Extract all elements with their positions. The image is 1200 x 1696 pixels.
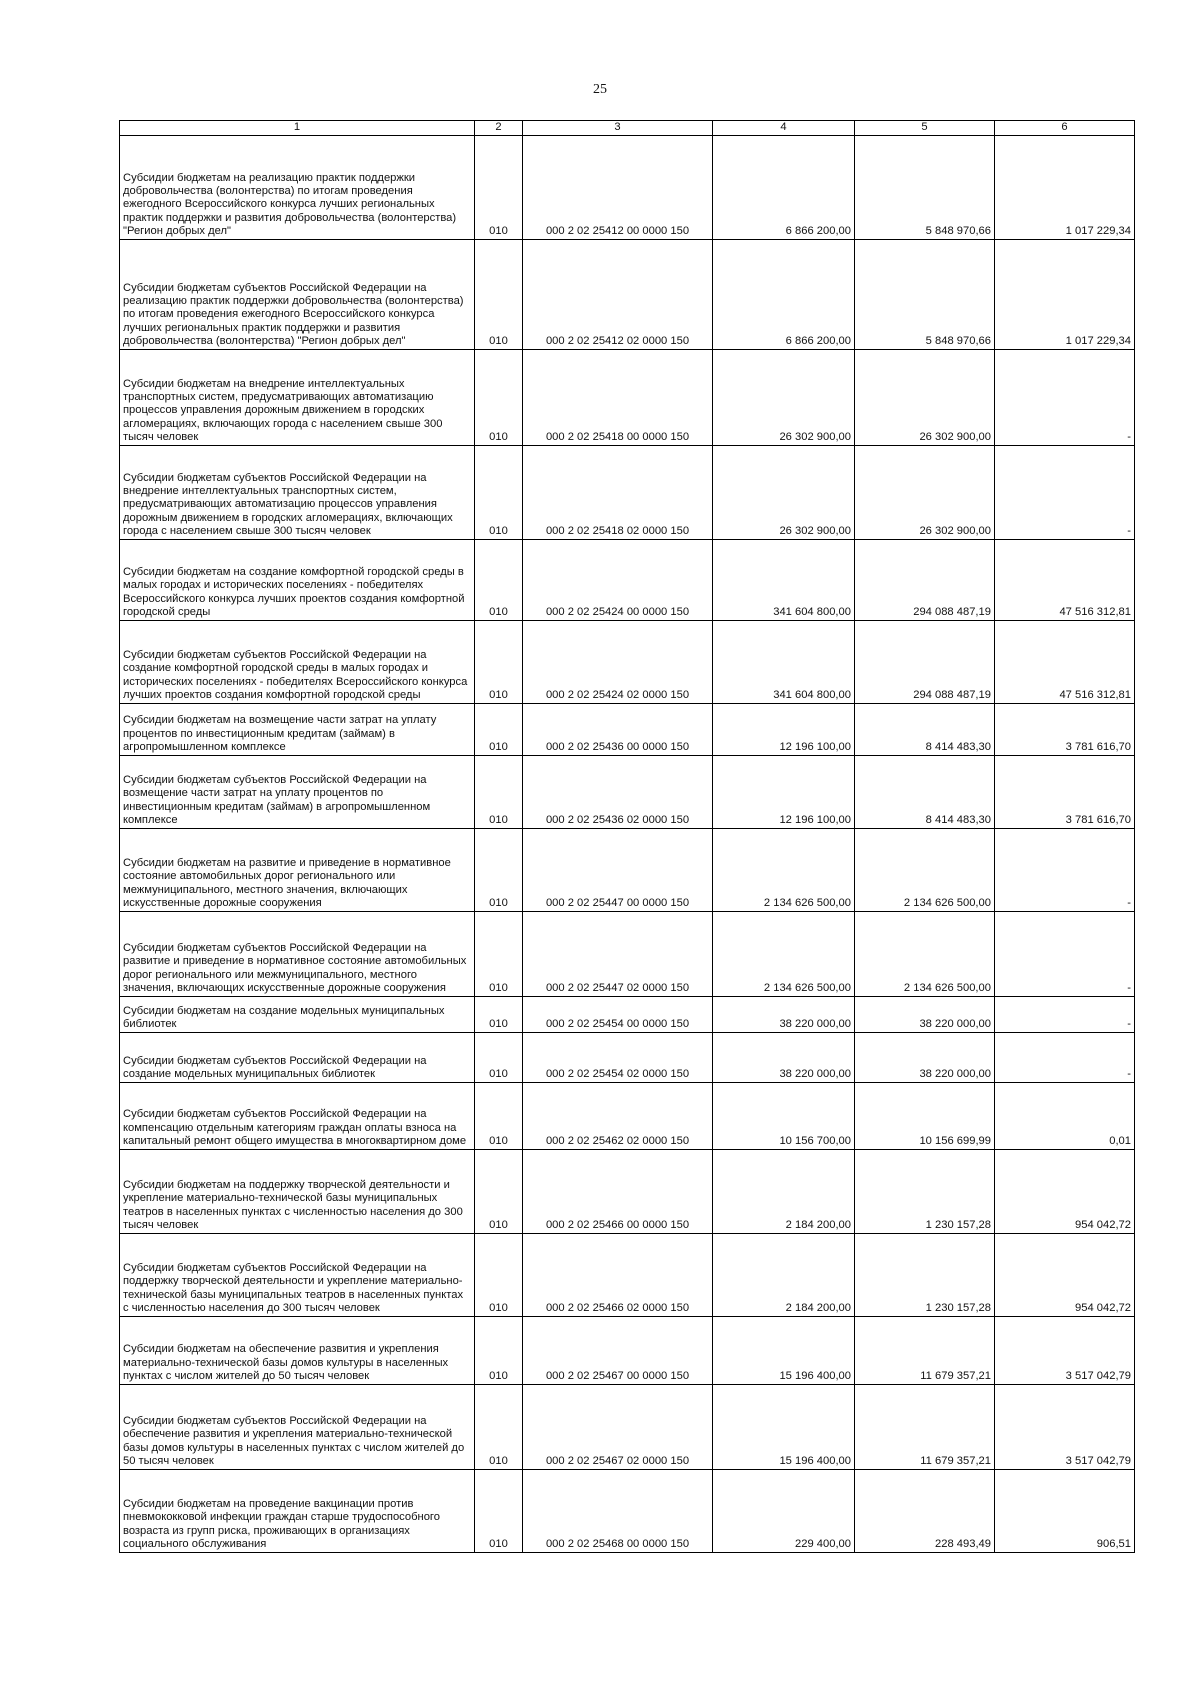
- indicator-name: Субсидии бюджетам субъектов Российской Федерации на реализацию практик поддержки добровольчества (волонтерства) по итогам проведения ежегодного Всероссийского конкурса лучших региональных практик поддержки и развития добровольчества (волонтерства) "Регион добрых дел": [120, 240, 475, 350]
- budget-classification-code: 000 2 02 25454 02 0000 150: [523, 1033, 713, 1083]
- budget-classification-code: 000 2 02 25466 02 0000 150: [523, 1234, 713, 1317]
- table-row: [120, 756, 1135, 829]
- approved-amount: 2 134 626 500,00: [713, 912, 855, 997]
- executed-amount: 1 230 157,28: [855, 1150, 995, 1234]
- budget-classification-code: 000 2 02 25436 02 0000 150: [523, 756, 713, 829]
- table-row: [120, 1317, 1135, 1385]
- line-code: 010: [475, 621, 523, 704]
- budget-classification-code: 000 2 02 25418 00 0000 150: [523, 350, 713, 446]
- line-code: 010: [475, 756, 523, 829]
- approved-amount: 2 134 626 500,00: [713, 829, 855, 912]
- table-row: [120, 446, 1135, 540]
- page-number: 25: [593, 82, 607, 97]
- approved-amount: 12 196 100,00: [713, 704, 855, 756]
- budget-classification-code: 000 2 02 25447 02 0000 150: [523, 912, 713, 997]
- approved-amount: 229 400,00: [713, 1470, 855, 1553]
- executed-amount: 26 302 900,00: [855, 350, 995, 446]
- unexecuted-amount: -: [995, 912, 1135, 997]
- indicator-name: Субсидии бюджетам субъектов Российской Федерации на компенсацию отдельным категориям граждан оплаты взноса на капитальный ремонт общего имущества в многоквартирном доме: [120, 1083, 475, 1150]
- table-row: [120, 1033, 1135, 1083]
- line-code: 010: [475, 240, 523, 350]
- executed-amount: 294 088 487,19: [855, 621, 995, 704]
- indicator-name: Субсидии бюджетам субъектов Российской Федерации на обеспечение развития и укрепления материально-технической базы домов культуры в населенных пунктах с числом жителей до 50 тысяч человек: [120, 1385, 475, 1470]
- indicator-name: Субсидии бюджетам на возмещение части затрат на уплату процентов по инвестиционным кредитам (займам) в агропромышленном комплексе: [120, 704, 475, 756]
- indicator-name: Субсидии бюджетам на создание комфортной городской среды в малых городах и исторических поселениях - победителях Всероссийского конкурса лучших проектов создания комфортной городской среды: [120, 540, 475, 621]
- unexecuted-amount: -: [995, 829, 1135, 912]
- unexecuted-amount: -: [995, 350, 1135, 446]
- budget-classification-code: 000 2 02 25412 00 0000 150: [523, 136, 713, 240]
- indicator-name: Субсидии бюджетам на поддержку творческой деятельности и укрепление материально-технической базы муниципальных театров в населенных пунктах с численностью населения до 300 тысяч человек: [120, 1150, 475, 1234]
- indicator-name: Субсидии бюджетам субъектов Российской Федерации на создание комфортной городской среды в малых городах и исторических поселениях - победителях Всероссийского конкурса лучших проектов создания комфортной городской среды: [120, 621, 475, 704]
- approved-amount: 38 220 000,00: [713, 997, 855, 1033]
- executed-amount: 26 302 900,00: [855, 446, 995, 540]
- column-header-5: 5: [855, 121, 995, 136]
- unexecuted-amount: 47 516 312,81: [995, 621, 1135, 704]
- indicator-name: Субсидии бюджетам на внедрение интеллектуальных транспортных систем, предусматривающих автоматизацию процессов управления дорожным движением в городских агломерациях, включающих города с населением свыше 300 тысяч человек: [120, 350, 475, 446]
- executed-amount: 294 088 487,19: [855, 540, 995, 621]
- budget-classification-code: 000 2 02 25436 00 0000 150: [523, 704, 713, 756]
- unexecuted-amount: 954 042,72: [995, 1234, 1135, 1317]
- executed-amount: 2 134 626 500,00: [855, 912, 995, 997]
- table-row: [120, 704, 1135, 756]
- executed-amount: 11 679 357,21: [855, 1317, 995, 1385]
- unexecuted-amount: 954 042,72: [995, 1150, 1135, 1234]
- table-row: [120, 1234, 1135, 1317]
- line-code: 010: [475, 446, 523, 540]
- unexecuted-amount: 906,51: [995, 1470, 1135, 1553]
- table-row: [120, 240, 1135, 350]
- column-header-6: 6: [995, 121, 1135, 136]
- table-row: [120, 997, 1135, 1033]
- budget-classification-code: 000 2 02 25467 02 0000 150: [523, 1385, 713, 1470]
- line-code: 010: [475, 540, 523, 621]
- executed-amount: 11 679 357,21: [855, 1385, 995, 1470]
- budget-classification-code: 000 2 02 25454 00 0000 150: [523, 997, 713, 1033]
- table-row: [120, 1385, 1135, 1470]
- executed-amount: 5 848 970,66: [855, 240, 995, 350]
- approved-amount: 341 604 800,00: [713, 540, 855, 621]
- line-code: 010: [475, 1317, 523, 1385]
- table-row: [120, 1083, 1135, 1150]
- table-row: [120, 829, 1135, 912]
- approved-amount: 26 302 900,00: [713, 446, 855, 540]
- budget-classification-code: 000 2 02 25468 00 0000 150: [523, 1470, 713, 1553]
- budget-classification-code: 000 2 02 25412 02 0000 150: [523, 240, 713, 350]
- unexecuted-amount: 3 781 616,70: [995, 756, 1135, 829]
- line-code: 010: [475, 1150, 523, 1234]
- indicator-name: Субсидии бюджетам субъектов Российской Федерации на возмещение части затрат на уплату процентов по инвестиционным кредитам (займам) в агропромышленном комплексе: [120, 756, 475, 829]
- table-row: [120, 540, 1135, 621]
- indicator-name: Субсидии бюджетам на создание модельных муниципальных библиотек: [120, 997, 475, 1033]
- line-code: 010: [475, 997, 523, 1033]
- approved-amount: 15 196 400,00: [713, 1317, 855, 1385]
- approved-amount: 2 184 200,00: [713, 1234, 855, 1317]
- approved-amount: 38 220 000,00: [713, 1033, 855, 1083]
- approved-amount: 12 196 100,00: [713, 756, 855, 829]
- executed-amount: 38 220 000,00: [855, 997, 995, 1033]
- unexecuted-amount: 1 017 229,34: [995, 240, 1135, 350]
- indicator-name: Субсидии бюджетам на реализацию практик поддержки добровольчества (волонтерства) по итогам проведения ежегодного Всероссийского конкурса лучших региональных практик поддержки и развития добровольчества (волонтерства) "Регион добрых дел": [120, 136, 475, 240]
- budget-classification-code: 000 2 02 25418 02 0000 150: [523, 446, 713, 540]
- column-number-header-row: [120, 121, 1135, 136]
- table-row: [120, 136, 1135, 240]
- indicator-name: Субсидии бюджетам субъектов Российской Федерации на создание модельных муниципальных библиотек: [120, 1033, 475, 1083]
- indicator-name: Субсидии бюджетам на развитие и приведение в нормативное состояние автомобильных дорог регионального или межмуниципального, местного значения, включающих искусственные дорожные сооружения: [120, 829, 475, 912]
- executed-amount: 1 230 157,28: [855, 1234, 995, 1317]
- budget-classification-code: 000 2 02 25447 00 0000 150: [523, 829, 713, 912]
- column-header-4: 4: [713, 121, 855, 136]
- unexecuted-amount: -: [995, 446, 1135, 540]
- line-code: 010: [475, 136, 523, 240]
- column-header-1: 1: [120, 121, 475, 136]
- indicator-name: Субсидии бюджетам субъектов Российской Федерации на поддержку творческой деятельности и укрепление материально-технической базы муниципальных театров в населенных пунктах с численностью населения до 300 тысяч человек: [120, 1234, 475, 1317]
- unexecuted-amount: 1 017 229,34: [995, 136, 1135, 240]
- executed-amount: 8 414 483,30: [855, 756, 995, 829]
- indicator-name: Субсидии бюджетам на обеспечение развития и укрепления материально-технической базы домов культуры в населенных пунктах с числом жителей до 50 тысяч человек: [120, 1317, 475, 1385]
- table-row: [120, 1150, 1135, 1234]
- executed-amount: 10 156 699,99: [855, 1083, 995, 1150]
- indicator-name: Субсидии бюджетам субъектов Российской Федерации на внедрение интеллектуальных транспортных систем, предусматривающих автоматизацию процессов управления дорожным движением в городских агломерациях, включающих города с населением свыше 300 тысяч человек: [120, 446, 475, 540]
- approved-amount: 26 302 900,00: [713, 350, 855, 446]
- executed-amount: 38 220 000,00: [855, 1033, 995, 1083]
- budget-classification-code: 000 2 02 25462 02 0000 150: [523, 1083, 713, 1150]
- unexecuted-amount: 47 516 312,81: [995, 540, 1135, 621]
- unexecuted-amount: -: [995, 1033, 1135, 1083]
- budget-classification-code: 000 2 02 25466 00 0000 150: [523, 1150, 713, 1234]
- line-code: 010: [475, 704, 523, 756]
- indicator-name: Субсидии бюджетам субъектов Российской Федерации на развитие и приведение в нормативное состояние автомобильных дорог регионального или межмуниципального, местного значения, включающих искусственные дорожные сооружения: [120, 912, 475, 997]
- line-code: 010: [475, 1033, 523, 1083]
- approved-amount: 10 156 700,00: [713, 1083, 855, 1150]
- unexecuted-amount: -: [995, 997, 1135, 1033]
- approved-amount: 6 866 200,00: [713, 136, 855, 240]
- line-code: 010: [475, 829, 523, 912]
- approved-amount: 6 866 200,00: [713, 240, 855, 350]
- budget-classification-code: 000 2 02 25424 00 0000 150: [523, 540, 713, 621]
- line-code: 010: [475, 912, 523, 997]
- table-row: [120, 1470, 1135, 1553]
- column-header-2: 2: [475, 121, 523, 136]
- approved-amount: 2 184 200,00: [713, 1150, 855, 1234]
- unexecuted-amount: 3 517 042,79: [995, 1385, 1135, 1470]
- line-code: 010: [475, 1234, 523, 1317]
- budget-classification-code: 000 2 02 25424 02 0000 150: [523, 621, 713, 704]
- budget-classification-code: 000 2 02 25467 00 0000 150: [523, 1317, 713, 1385]
- line-code: 010: [475, 1470, 523, 1553]
- unexecuted-amount: 3 781 616,70: [995, 704, 1135, 756]
- line-code: 010: [475, 350, 523, 446]
- table-row: [120, 350, 1135, 446]
- executed-amount: 8 414 483,30: [855, 704, 995, 756]
- line-code: 010: [475, 1083, 523, 1150]
- line-code: 010: [475, 1385, 523, 1470]
- executed-amount: 228 493,49: [855, 1470, 995, 1553]
- budget-execution-table: [119, 120, 1135, 1553]
- table-row: [120, 621, 1135, 704]
- approved-amount: 15 196 400,00: [713, 1385, 855, 1470]
- column-header-3: 3: [523, 121, 713, 136]
- executed-amount: 5 848 970,66: [855, 136, 995, 240]
- table-row: [120, 912, 1135, 997]
- unexecuted-amount: 3 517 042,79: [995, 1317, 1135, 1385]
- unexecuted-amount: 0,01: [995, 1083, 1135, 1150]
- executed-amount: 2 134 626 500,00: [855, 829, 995, 912]
- approved-amount: 341 604 800,00: [713, 621, 855, 704]
- indicator-name: Субсидии бюджетам на проведение вакцинации против пневмококковой инфекции граждан старше трудоспособного возраста из групп риска, проживающих в организациях социального обслуживания: [120, 1470, 475, 1553]
